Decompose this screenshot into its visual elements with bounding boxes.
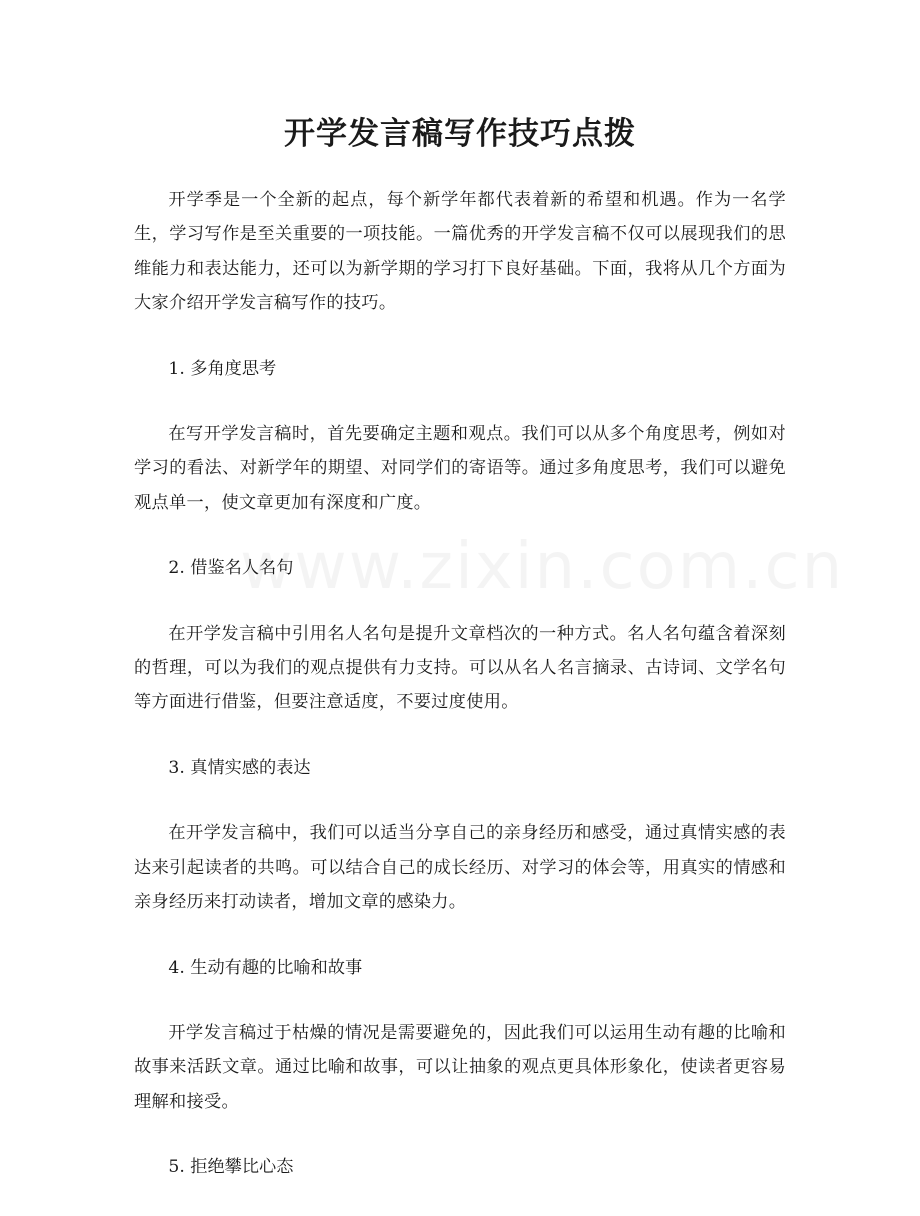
- section-body-4: 开学发言稿过于枯燥的情况是需要避免的，因此我们可以运用生动有趣的比喻和故事来活跃文章。通过比喻和故事，可以让抽象的观点更具体形象化，使读者更容易理解和接受。: [134, 1022, 786, 1112]
- section-body-1: 在写开学发言稿时，首先要确定主题和观点。我们可以从多个角度思考，例如对学习的看法、对新学年的期望、对同学们的寄语等。通过多角度思考，我们可以避免观点单一，使文章更加有深度和广度。: [134, 424, 786, 513]
- section-heading-1: 1. 多角度思考: [168, 358, 277, 379]
- section-body-2: 在开学发言稿中引用名人名句是提升文章档次的一种方式。名人名句蕴含着深刻的哲理，可以为我们的观点提供有力支持。可以从名人名言摘录、古诗词、文学名句等方面进行借鉴，但要注意适度，不要过度使用。: [134, 623, 786, 713]
- section-heading-2: 2. 借鉴名人名句: [168, 558, 294, 579]
- section-heading-5: 5. 拒绝攀比心态: [168, 1157, 294, 1178]
- section-heading-3: 3. 真情实感的表达: [168, 757, 311, 778]
- document-body: [134, 183, 786, 1216]
- page-title: 开学发言稿写作技巧点拨: [284, 116, 636, 152]
- intro-paragraph: 开学季是一个全新的起点，每个新学年都代表着新的希望和机遇。作为一名学生，学习写作是至关重要的一项技能。一篇优秀的开学发言稿不仅可以展现我们的思维能力和表达能力，还可以为新学期的学习打下良好基础。下面，我将从几个方面为大家介绍开学发言稿写作的技巧。: [134, 190, 786, 314]
- section-heading-4: 4. 生动有趣的比喻和故事: [168, 957, 363, 978]
- section-body-3: 在开学发言稿中，我们可以适当分享自己的亲身经历和感受，通过真情实感的表达来引起读者的共鸣。可以结合自己的成长经历、对学习的体会等，用真实的情感和亲身经历来打动读者，增加文章的感染力。: [134, 823, 786, 913]
